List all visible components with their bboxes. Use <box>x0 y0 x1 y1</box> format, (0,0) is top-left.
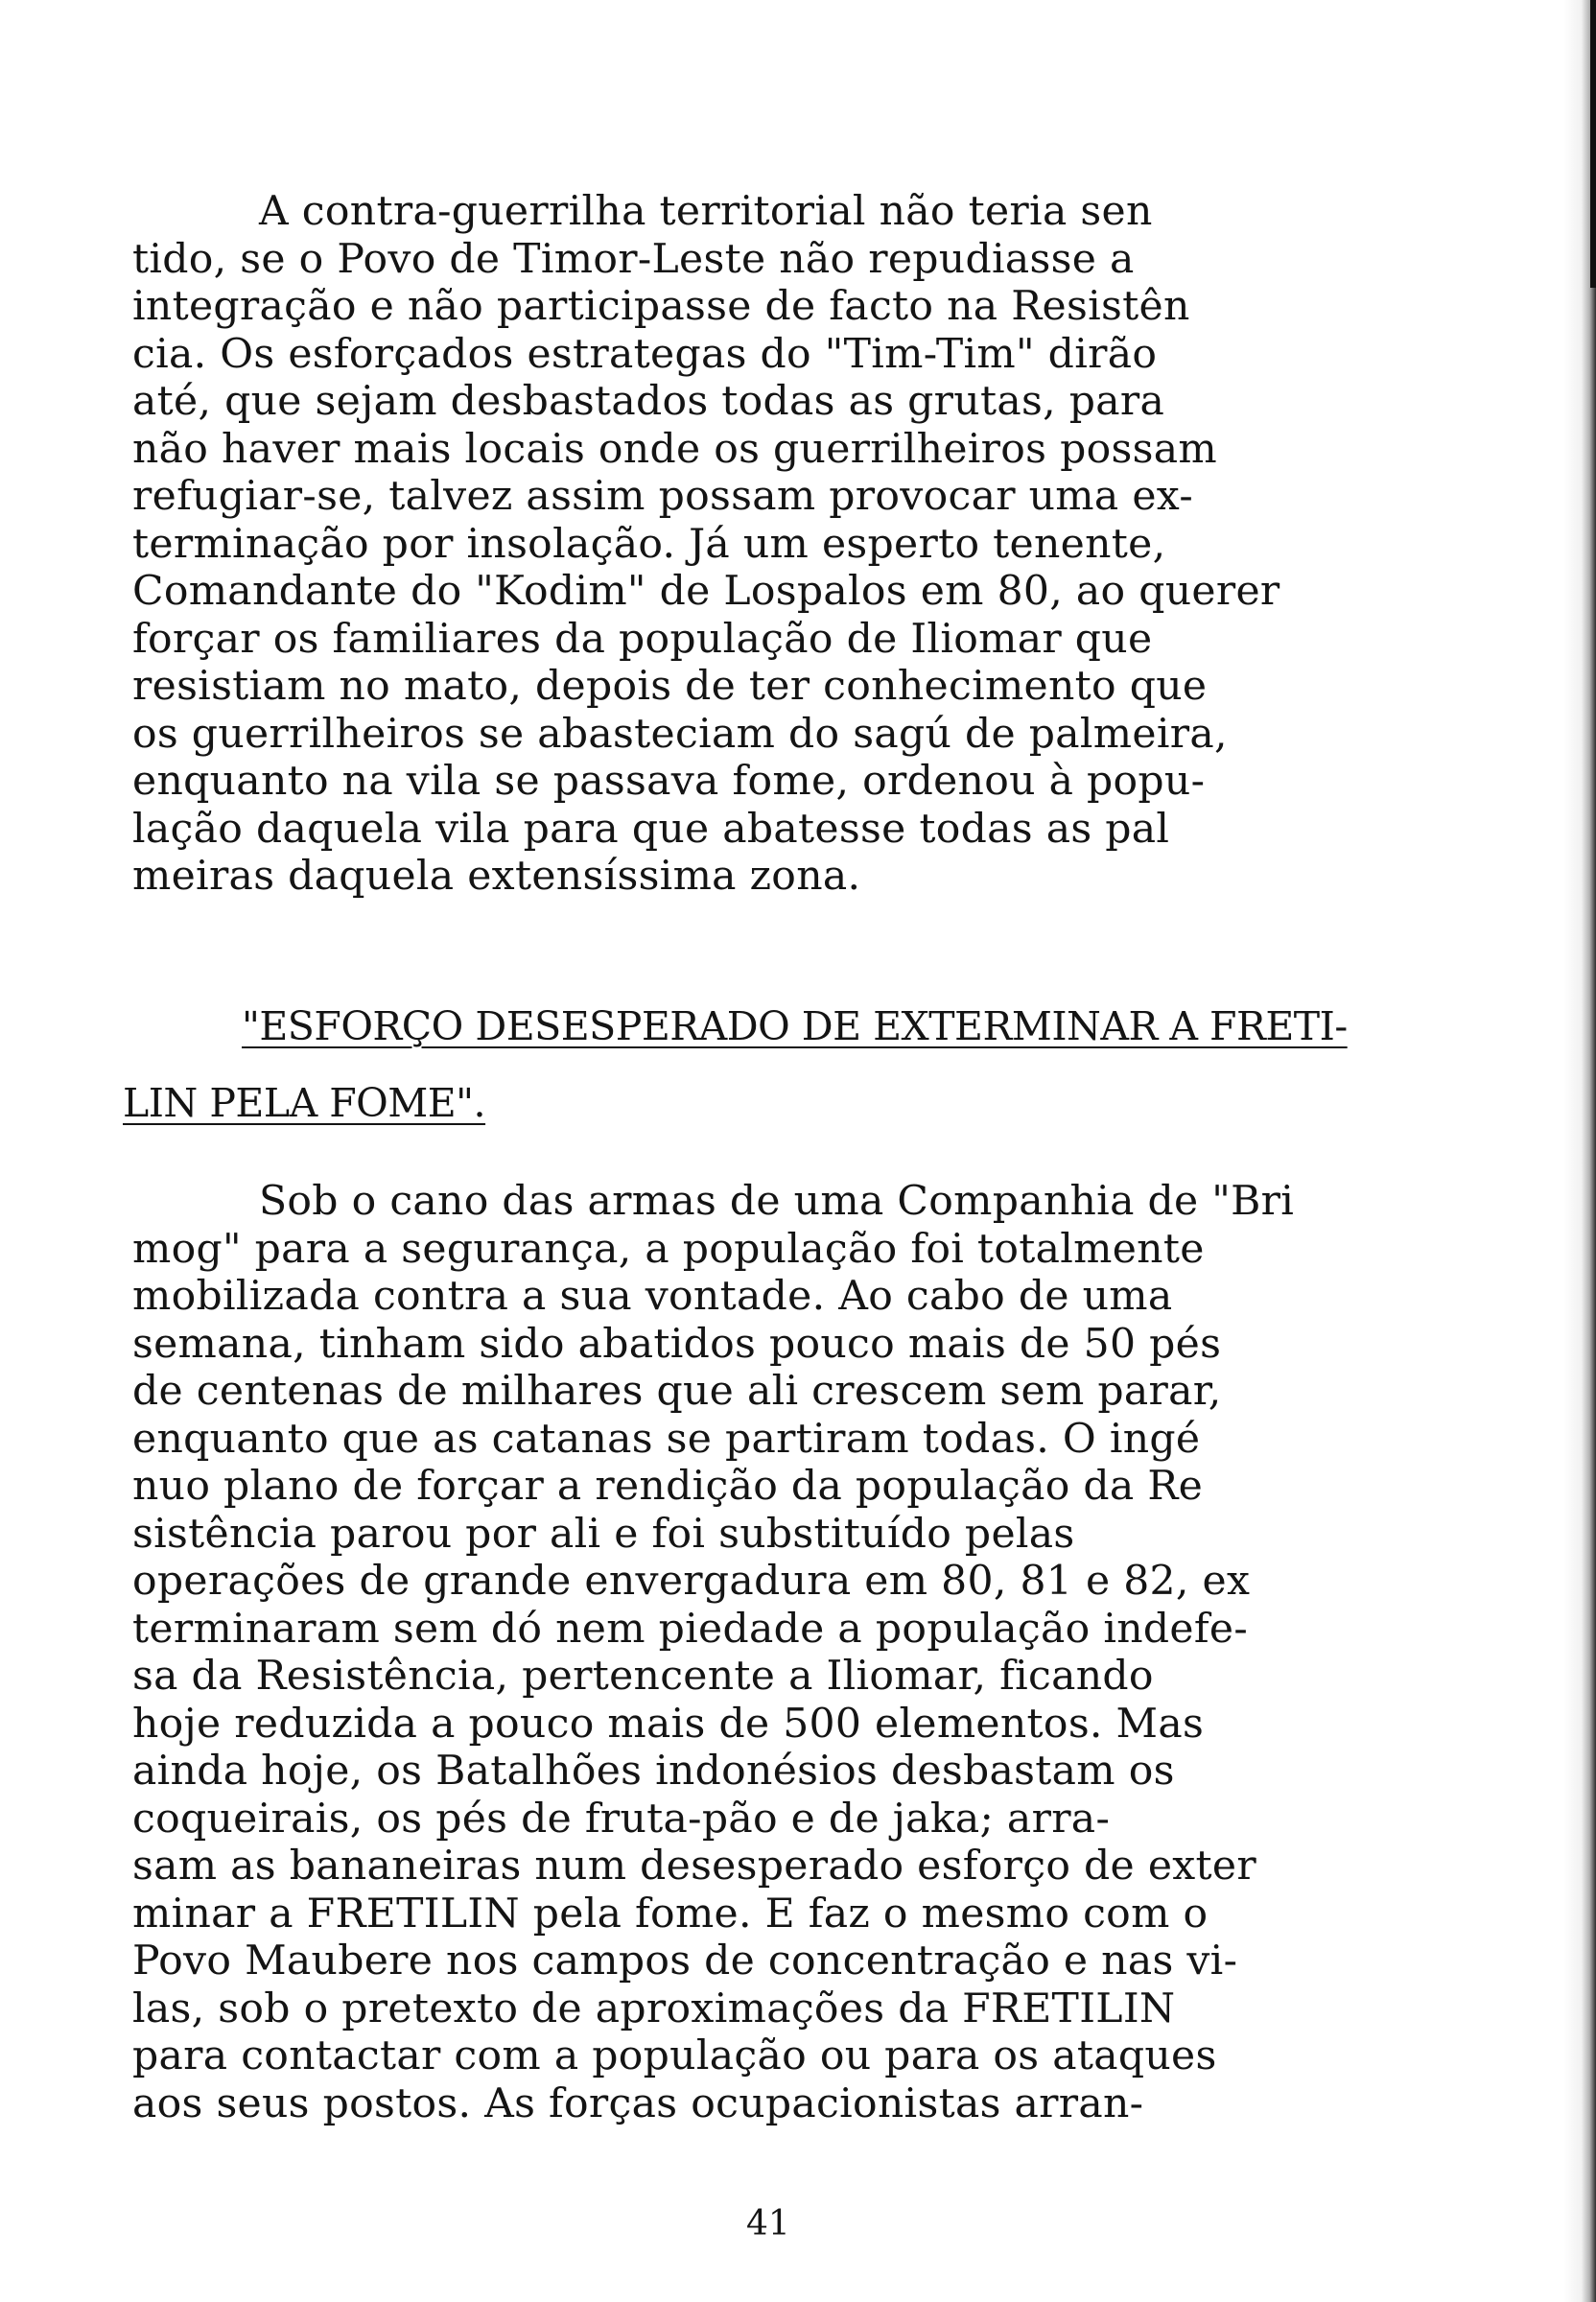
text-line: Sob o cano das armas de uma Companhia de "Bri <box>259 1178 1295 1225</box>
text-line: minar a FRETILIN pela fome. E faz o mesmo com o <box>132 1890 1209 1938</box>
text-line: mog" para a segurança, a população foi totalmente <box>132 1225 1205 1273</box>
text-line: enquanto que as catanas se partiram todas. O ingé <box>132 1415 1201 1463</box>
text-line: lação daquela vila para que abatesse todas as pal <box>132 805 1170 853</box>
text-line: las, sob o pretexto de aproximações da FRETILIN <box>132 1985 1176 2032</box>
text-line: hoje reduzida a pouco mais de 500 elementos. Mas <box>132 1700 1205 1748</box>
text-line: os guerrilheiros se abasteciam do sagú de palmeira, <box>132 710 1228 758</box>
paragraph-1 <box>132 188 1280 901</box>
text-line: forçar os familiares da população de Iliomar que <box>132 615 1153 663</box>
text-line: resistiam no mato, depois de ter conhecimento que <box>132 663 1208 710</box>
paragraph-2 <box>132 1178 1294 2127</box>
text-line: meiras daquela extensíssima zona. <box>132 853 861 900</box>
text-line: semana, tinham sido abatidos pouco mais de 50 pés <box>132 1320 1222 1368</box>
text-line: coqueirais, os pés de fruta-pão e de jaka; arra- <box>132 1795 1111 1843</box>
text-line: mobilizada contra a sua vontade. Ao cabo de uma <box>132 1273 1173 1320</box>
text-line: sistência parou por ali e foi substituído pelas <box>132 1510 1075 1558</box>
page-number: 41 <box>746 2204 790 2243</box>
text-line: terminaram sem dó nem piedade a população indefe- <box>132 1605 1249 1653</box>
text-line: Povo Maubere nos campos de concentração e nas vi- <box>132 1938 1238 1985</box>
text-line: refugiar-se, talvez assim possam provocar uma ex- <box>132 473 1193 520</box>
text-line: terminação por insolação. Já um esperto tenente, <box>132 520 1166 568</box>
text-line: enquanto na vila se passava fome, ordenou à popu- <box>132 758 1206 805</box>
text-line: de centenas de milhares que ali crescem sem parar, <box>132 1368 1222 1415</box>
text-line: para contactar com a população ou para os ataques <box>132 2032 1217 2079</box>
text-line: integração e não participasse de facto na Resistên <box>132 283 1190 330</box>
text-line: sam as bananeiras num desesperado esforço de exter <box>132 1843 1256 1890</box>
section-heading-continuation: LIN PELA FOME". <box>123 1080 486 1126</box>
text-line: cia. Os esforçados estrategas do "Tim-Tim" dirão <box>132 330 1158 378</box>
page-edge-mark <box>1590 0 1596 288</box>
text-line: aos seus postos. As forças ocupacionistas arran- <box>132 2079 1144 2127</box>
text-line: A contra-guerrilha territorial não teria sen <box>259 188 1153 235</box>
text-line: tido, se o Povo de Timor-Leste não repudiasse a <box>132 235 1135 283</box>
page-edge-shadow <box>1563 0 1596 2302</box>
text-line: ainda hoje, os Batalhões indonésios desbastam os <box>132 1748 1175 1795</box>
text-line: Comandante do "Kodim" de Lospalos em 80, ao querer <box>132 568 1280 615</box>
text-line: até, que sejam desbastados todas as grutas, para <box>132 378 1165 425</box>
text-line: operações de grande envergadura em 80, 81 e 82, ex <box>132 1558 1251 1605</box>
text-line: nuo plano de forçar a rendição da população da Re <box>132 1463 1204 1510</box>
text-line: sa da Resistência, pertencente a Iliomar, ficando <box>132 1653 1154 1700</box>
section-heading: "ESFORÇO DESESPERADO DE EXTERMINAR A FRETI- <box>242 1003 1348 1049</box>
text-line: não haver mais locais onde os guerrilheiros possam <box>132 425 1217 473</box>
